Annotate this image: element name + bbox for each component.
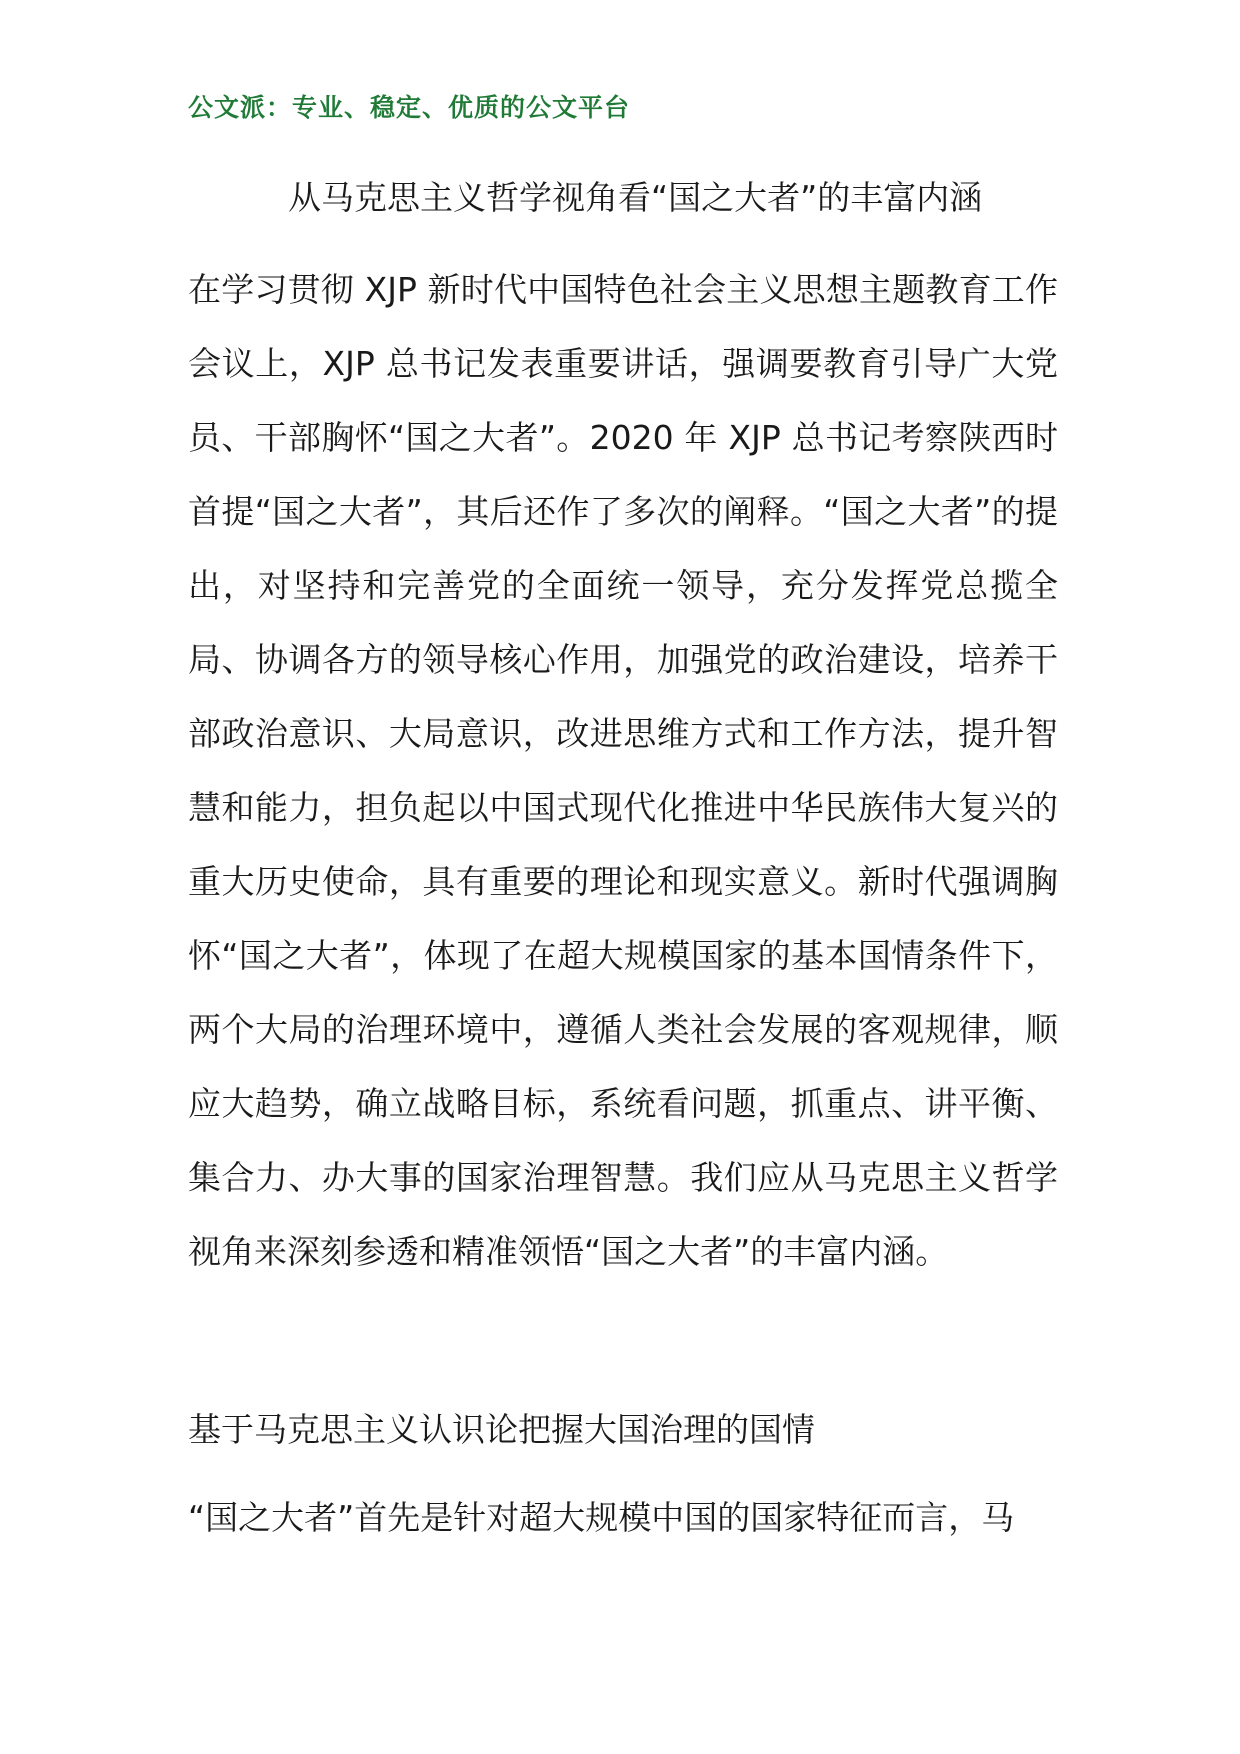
- body-paragraph-intro: 在学习贯彻 XJP 新时代中国特色社会主义思想主题教育工作会议上，XJP 总书记发表重要讲话，强调要教育引导广大党员、干部胸怀“国之大者”。2020 年 XJP 总书记考察陕西时首提“国之大者”，其后还作了多次的阐释。“国之大者”的提出，对坚持和完善党的全面统一领导，充分发挥党总揽全局、协调各方的领导核心作用，加强党的政治建设，培养干部政治意识、大局意识，改进思维方式和工作方法，提升智慧和能力，担负起以中国式现代化推进中华民族伟大复兴的重大历史使命，具有重要的理论和现实意义。新时代强调胸怀“国之大者”，体现了在超大规模国家的基本国情条件下，两个大局的治理环境中，遵循人类社会发展的客观规律，顺应大趋势，确立战略目标，系统看问题，抓重点、讲平衡、集合力、办大事的国家治理智慧。我们应从马克思主义哲学视角来深刻参透和精准领悟“国之大者”的丰富内涵。: [188, 270, 1058, 1271]
- site-header-banner: 公文派：专业、稳定、优质的公文平台: [188, 93, 631, 122]
- article-title: 从马克思主义哲学视角看“国之大者”的丰富内涵: [288, 178, 983, 217]
- body-paragraph-section-start: “国之大者”首先是针对超大规模中国的国家特征而言，马: [188, 1498, 1015, 1537]
- section-heading: 基于马克思主义认识论把握大国治理的国情: [188, 1410, 815, 1449]
